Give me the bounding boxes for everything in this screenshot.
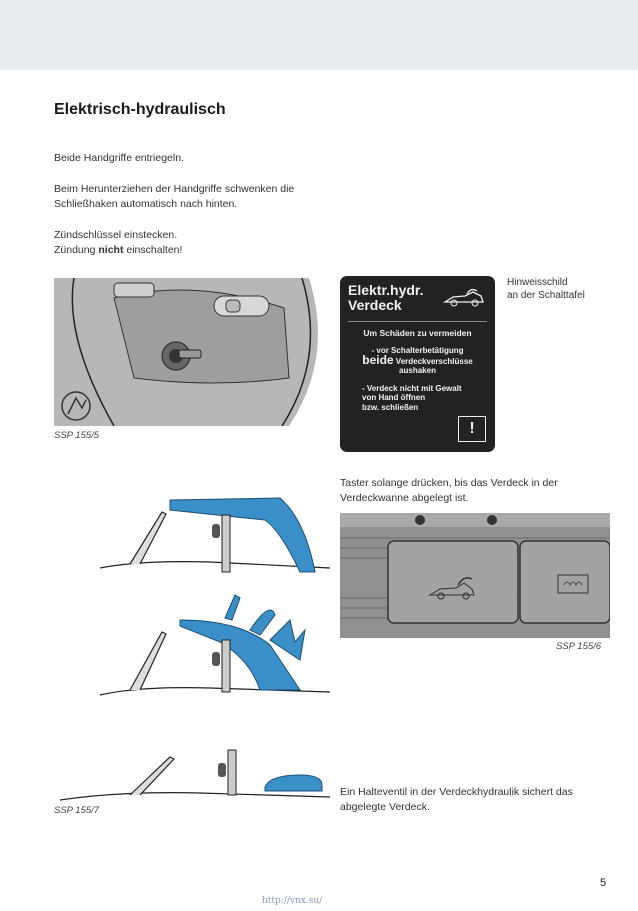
instruction-ignition-line1: Zündschlüssel einstecken. [54,229,178,241]
instruction-hold-valve-line1: Ein Halteventil in der Verdeckhydraulik sichert das [340,786,573,798]
instruction-unlock-handles: Beide Handgriffe entriegeln. [54,152,184,164]
instruction-hold-valve [340,785,573,815]
sign-location-line1: Hinweisschild [507,277,568,288]
roof-stowed-illustration [60,745,330,810]
instruction-hooks-line2: Schließhaken automatisch nach hinten. [54,198,238,210]
sign-location-label [507,276,585,302]
instruction-ignition [54,228,182,258]
caption-ssp-155-7: SSP 155/7 [54,805,100,816]
ignition-text-post: einschalten! [123,244,183,256]
page-number: 5 [600,877,607,889]
sign-item-2-line1: - Verdeck nicht mit Gewalt [362,383,462,393]
sign-subtitle: Um Schäden zu vermeiden [348,321,487,338]
instruction-hold-button [340,476,558,506]
sign-item-1-line3: aushaken [399,366,436,375]
sign-item-1-line2 [348,352,487,367]
warning-manual-icon: ! [458,416,486,442]
sign-item-1-rest: Verdeckverschlüsse [393,356,473,366]
caption-ssp-155-5: SSP 155/5 [54,430,100,441]
roof-opening-illustration [100,590,330,705]
convertible-car-icon [443,286,485,308]
roof-switch-panel-illustration [340,513,610,638]
ignition-text-bold: nicht [98,244,124,256]
sign-item-2 [348,384,487,413]
warning-sign [340,276,495,452]
sign-item-2-line3: bzw. schließen [362,402,419,412]
sign-item-1-line1: - vor Schalterbetätigung [371,346,464,355]
sign-title-line2: Verdeck [348,297,402,313]
instruction-ignition-line2 [54,243,182,258]
section-title: Elektrisch-hydraulisch [54,101,226,118]
sign-title-line1: Elektr.hydr. [348,282,424,298]
caption-ssp-155-6: SSP 155/6 [556,641,602,652]
instruction-hooks [54,182,294,212]
sign-item-2-line2: von Hand öffnen [362,393,426,402]
header-band [0,0,638,70]
instruction-hold-button-line2: Verdeckwanne abgelegt ist. [340,492,469,504]
instruction-hold-button-line1: Taster solange drücken, bis das Verdeck in der [340,477,558,489]
sign-item-1-bold: beide [362,352,394,367]
roof-closed-illustration [100,490,330,580]
sign-item-1 [348,346,487,376]
instruction-hooks-line1: Beim Herunterziehen der Handgriffe schwenken die [54,183,295,195]
footer-url: http://vnx.su/ [262,896,323,906]
instruction-hold-valve-line2: abgelegte Verdeck. [340,801,430,813]
ignition-text-pre: Zündung [54,244,99,256]
ignition-dashboard-illustration [54,278,329,426]
sign-location-line2: an der Schalttafel [507,290,585,301]
